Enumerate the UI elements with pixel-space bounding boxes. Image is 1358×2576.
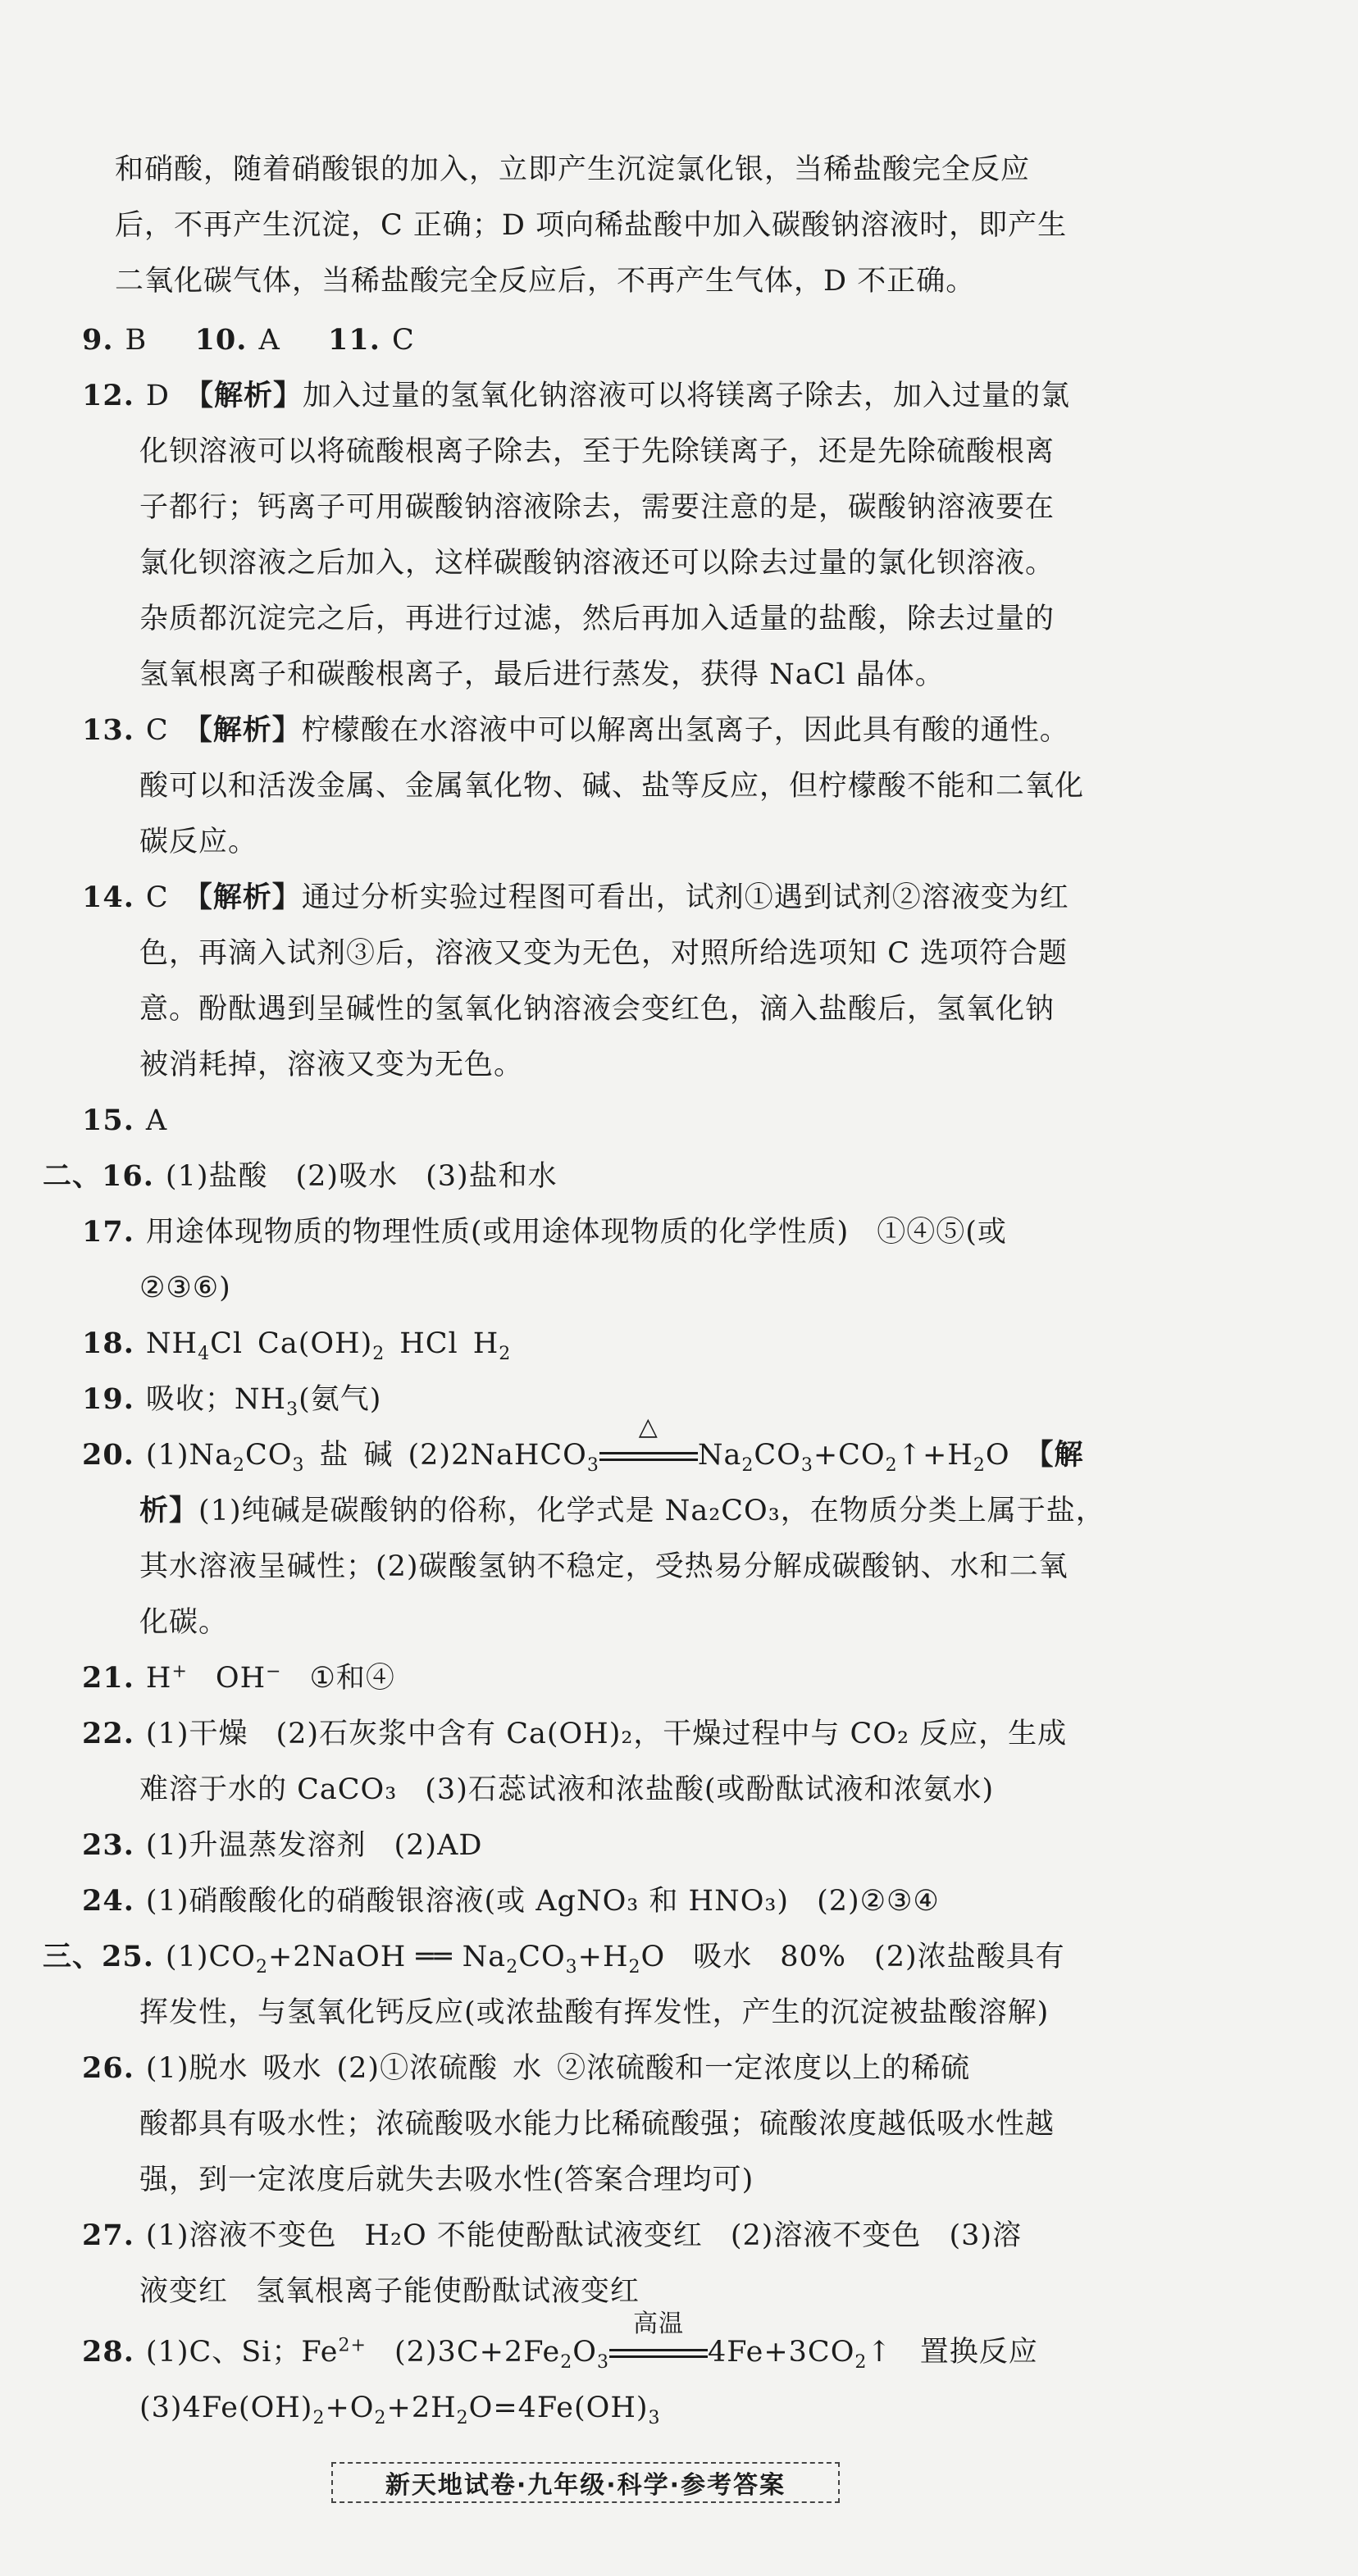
question-22 [82, 1715, 1067, 1753]
question-number: 10. [194, 323, 248, 357]
answer: 水 [513, 2052, 543, 2085]
text-line: 强，到一定浓度后就失去吸水性(答案合理均可) [139, 2164, 754, 2196]
question-number: 14. [82, 881, 134, 914]
text-line: 酸可以和活泼金属、金属氧化物、碱、盐等反应，但柠檬酸不能和二氧化 [139, 770, 1085, 803]
answer: 吸水 [262, 2052, 322, 2085]
answer: 用途体现物质的物理性质(或用途体现物质的化学性质) [145, 1216, 850, 1249]
q22-line-2 [139, 1771, 994, 1809]
question-27 [82, 2217, 1022, 2255]
text-line: 杂质都沉淀完之后，再进行过滤，然后再加入适量的盐酸，除去过量的 [139, 603, 1055, 635]
analysis-tag: 【解析】 [184, 379, 303, 412]
answer: 吸水 [693, 1941, 753, 1973]
answer: (3)石蕊试液和浓盐酸(或酚酞试液和浓氨水) [425, 1773, 995, 1806]
answer: (2)①浓硫酸 [336, 2052, 499, 2085]
answer: 氢氧根离子能使酚酞试液变红 [256, 2275, 640, 2308]
text-line: 化碳。 [139, 1606, 229, 1639]
analysis-tag: 析】 [139, 1494, 199, 1527]
answer-formula: $Na_2CO_3+CO_2↑+H_2O$ [697, 1439, 1010, 1476]
question-12 [82, 377, 1070, 415]
answer: 80% [780, 1941, 847, 1973]
question-number: 25. [102, 1940, 154, 1973]
answer: C [145, 881, 169, 914]
question-14 [82, 879, 1069, 917]
question-13 [82, 712, 1069, 749]
analysis-text: 通过分析实验过程图可看出，试剂①遇到试剂②溶液变为红 [301, 881, 1069, 914]
answer-formula: $NH_4Cl$ $Ca(OH)_2$ HCl $H_2$ [145, 1327, 512, 1364]
question-25 [43, 1938, 1065, 1976]
text-line: 被消耗掉，溶液又变为无色。 [139, 1049, 524, 1081]
reaction-condition [599, 1413, 698, 1474]
analysis-tag: 【解 [1024, 1438, 1084, 1472]
analysis-text: 加入过量的氢氧化钠溶液可以将镁离子除去，加入过量的氯 [302, 380, 1070, 412]
answer: (2)吸水 [295, 1160, 399, 1193]
answer: C [391, 324, 415, 357]
text-line: 化钡溶液可以将硫酸根离子除去，至于先除镁离子，还是先除硫酸根离 [139, 435, 1055, 468]
answer: ①和④ [309, 1662, 395, 1695]
high-temp-label: 高温 [632, 2310, 684, 2338]
text-line: 意。酚酞遇到呈碱性的氢氧化钠溶液会变红色，滴入盐酸后，氢氧化钠 [139, 993, 1055, 1026]
question-number: 15. [82, 1104, 134, 1137]
question-number: 27. [82, 2219, 134, 2252]
answer: (1)溶液不变色 [145, 2219, 337, 2252]
heat-symbol: △ [638, 1413, 658, 1441]
text-line: 酸都具有吸水性；浓硫酸吸水能力比稀硫酸强；硫酸浓度越低吸水性越 [139, 2108, 1055, 2141]
answer: C [145, 714, 169, 747]
answer: (2)AD [394, 1829, 483, 1862]
reaction-condition [609, 2310, 708, 2371]
text-line: 色，再滴入试剂③后，溶液又变为无色，对照所给选项知 C 选项符合题 [139, 937, 1069, 970]
text-line: 挥发性，与氢氧化钙反应(或浓盐酸有挥发性，产生的沉淀被盐酸溶解) [139, 1996, 1050, 2029]
question-number: 16. [102, 1159, 154, 1193]
section-number: 三、 [43, 1940, 103, 1973]
answer: (2)浓盐酸具有 [874, 1941, 1065, 1973]
answer: D [145, 380, 170, 412]
text-line: 和硝酸，随着硝酸银的加入，立即产生沉淀氯化银，当稀盐酸完全反应 [115, 153, 1031, 186]
question-number: 13. [82, 713, 134, 747]
text-line: 氯化钡溶液之后加入，这样碳酸钠溶液还可以除去过量的氯化钡溶液。 [139, 547, 1055, 580]
text-line: 其水溶液呈碱性；(2)碳酸氢钠不稳定，受热易分解成碳酸钠、水和二氧 [139, 1550, 1069, 1583]
text-line: ②③⑥) [139, 1272, 231, 1304]
section-number: 二、 [43, 1159, 103, 1193]
question-number: 22. [82, 1717, 134, 1750]
answer: 置换反应 [919, 2336, 1038, 2369]
q27-line-2 [139, 2273, 640, 2310]
question-number: 12. [82, 379, 134, 412]
analysis-text: 柠檬酸在水溶液中可以解离出氢离子，因此具有酸的通性。 [301, 714, 1069, 747]
answer: (1)升温蒸发溶剂 [145, 1829, 367, 1862]
answer: (1)脱水 [145, 2052, 248, 2085]
q28-line-2 [139, 2389, 661, 2427]
question-21 [82, 1659, 395, 1697]
question-number: 26. [82, 2051, 134, 2085]
footer-label: 新天地试卷·九年级·科学·参考答案 [331, 2462, 840, 2503]
answer: A [258, 324, 280, 357]
question-26 [82, 2050, 970, 2087]
question-number: 24. [82, 1884, 134, 1918]
analysis-text: (1)纯碱是碳酸钠的俗称，化学式是 Na₂CO₃，在物质分类上属于盐， [198, 1495, 1105, 1527]
answer: H₂O 不能使酚酞试液变红 [364, 2219, 703, 2252]
answer: 难溶于水的 CaCO₃ [139, 1773, 398, 1806]
text-line: 子都行；钙离子可用碳酸钠溶液除去，需要注意的是，碳酸钠溶液要在 [139, 491, 1055, 524]
answer-formula: $(1)CO_2+2NaOH$ ══ $Na_2CO_3+H_2O$ [165, 1941, 666, 1978]
answer: B [125, 324, 148, 357]
question-15 [82, 1102, 167, 1140]
answer: (2)溶液不变色 [730, 2219, 922, 2252]
answer: ①④⑤(或 [877, 1216, 1007, 1249]
answer: (2)石灰浆中含有 Ca(OH)₂，干燥过程中与 CO₂ 反应，生成 [276, 1718, 1068, 1750]
question-number: 9. [82, 323, 114, 357]
answer: (2)②③④ [817, 1885, 940, 1918]
question-18 [82, 1325, 511, 1363]
question-24 [82, 1882, 940, 1920]
question-19 [82, 1381, 381, 1418]
text-line: 后，不再产生沉淀，C 正确；D 项向稀盐酸中加入碳酸钠溶液时，即产生 [115, 209, 1068, 242]
text-line: 氢氧根离子和碳酸根离子，最后进行蒸发，获得 NaCl 晶体。 [139, 658, 945, 691]
answer: (1)盐酸 [165, 1160, 268, 1193]
answer: (1)干燥 [145, 1718, 248, 1750]
question-number: 21. [82, 1661, 134, 1695]
analysis-tag: 【解析】 [183, 881, 302, 914]
question-16 [43, 1158, 558, 1195]
question-number: 23. [82, 1828, 134, 1862]
question-23 [82, 1827, 482, 1864]
analysis-tag: 【解析】 [183, 713, 302, 747]
question-number: 17. [82, 1215, 134, 1249]
answer-formula: $(3)4Fe(OH)_2+O_2+2H_2O=4Fe(OH)_3$ [139, 2392, 661, 2428]
question-number: 18. [82, 1327, 134, 1360]
question-20 [82, 1413, 1084, 1476]
answer: 液变红 [139, 2275, 229, 2308]
q20-line-2 [139, 1492, 1105, 1530]
text-line: 二氧化碳气体，当稀盐酸完全反应后，不再产生气体，D 不正确。 [115, 265, 976, 298]
text-line: 碳反应。 [139, 826, 258, 858]
question-number: 19. [82, 1382, 134, 1416]
answer-formula: $4Fe+3CO_2↑$ [707, 2336, 892, 2373]
question-17 [82, 1213, 1007, 1251]
answer: (3)盐和水 [426, 1160, 558, 1193]
answer: ②浓硫酸和一定浓度以上的稀硫 [557, 2052, 971, 2085]
answer-formula: 吸收；$NH_3$(氨气) [145, 1383, 382, 1420]
question-number: 11. [328, 323, 381, 357]
question-number: 20. [82, 1438, 134, 1472]
answer: A [145, 1104, 168, 1137]
answer: (3)溶 [949, 2219, 1023, 2252]
answer-row-9-11 [82, 321, 415, 359]
answer: (1)硝酸酸化的硝酸银溶液(或 AgNO₃ 和 HNO₃) [145, 1885, 790, 1918]
answer-formula: $(1)Na_2CO_3$ 盐 碱 (2)2NaHCO$_3$ [145, 1439, 599, 1476]
question-number: 28. [82, 2335, 134, 2369]
question-28 [82, 2310, 1038, 2373]
answer-formula: H+ OH− [145, 1661, 282, 1695]
answer-formula: (1)C、Si；$Fe^{2+}$ $(2)3C+2Fe_2O_3$ [145, 2335, 609, 2373]
